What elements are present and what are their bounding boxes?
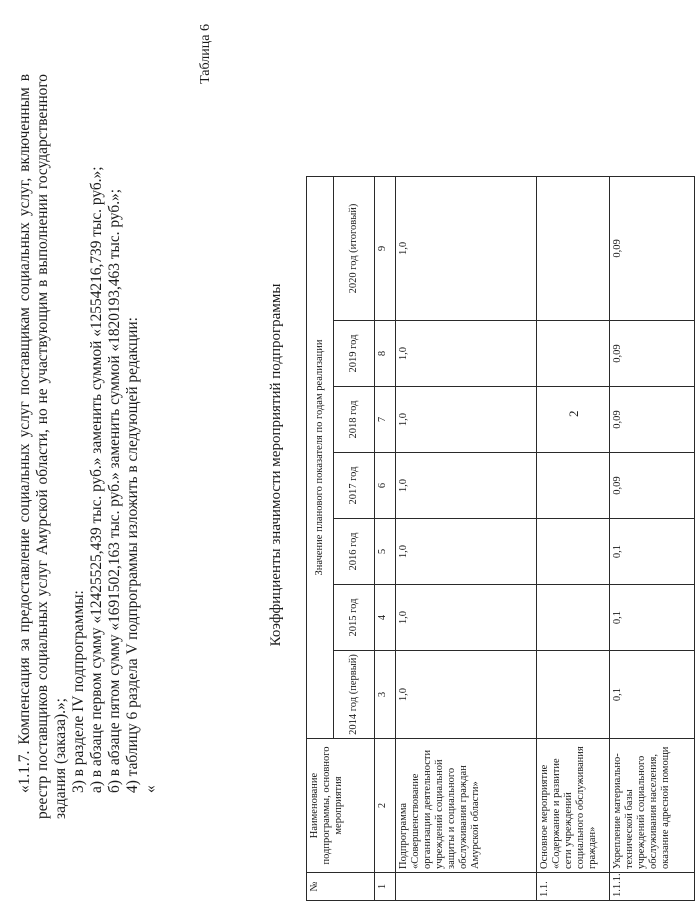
paragraph-abzac-1: а) в абзаце первом сумму «12425525,439 тыс. руб.» заменить суммой «12554216,739 тыс. руб.»;: [88, 166, 105, 793]
row-value-2019: 0,09: [610, 321, 695, 387]
header-year-2019: 2019 год: [334, 321, 375, 387]
opening-quote: «: [142, 785, 159, 793]
row-value-2018: 1,0: [396, 387, 537, 453]
row-value-2015: 0,1: [610, 585, 695, 651]
row-name: Укрепление материально-технической базы учреждений социального обслуживания населения, оказание адресной помощи: [610, 739, 695, 873]
row-no: [396, 873, 537, 901]
paragraph-abzac-5: б) в абзаце пятом сумму «1691502,163 тыс. руб.» заменить суммой «1820193,463 тыс. руб.»;: [106, 188, 123, 793]
table-row-1-1-1: [610, 176, 695, 900]
col-number-1: 1: [375, 873, 396, 901]
paragraph-table-6: 4) таблицу 6 раздела V подпрограммы изложить в следующей редакции:: [124, 317, 141, 793]
col-number-9: 9: [375, 176, 396, 320]
row-value-2016: 1,0: [396, 519, 537, 585]
table-title: Коэффициенты значимости мероприятий подпрограммы: [268, 283, 284, 647]
row-value-2017: [537, 453, 610, 519]
header-year-2014: 2014 год (первый): [334, 651, 375, 739]
row-value-2015: 1,0: [396, 585, 537, 651]
row-value-2019: 1,0: [396, 321, 537, 387]
row-value-2016: [537, 519, 610, 585]
table-row-1-1: [537, 176, 610, 900]
row-value-2015: [537, 585, 610, 651]
row-value-2020: [537, 176, 610, 320]
table-label: Таблица 6: [198, 24, 213, 84]
row-value-2014: [537, 651, 610, 739]
row-value-2018: 0,09: [610, 387, 695, 453]
row-value-2016: 0,1: [610, 519, 695, 585]
col-number-4: 4: [375, 585, 396, 651]
row-value-2018: [537, 387, 610, 453]
amendment-text: [16, 74, 160, 819]
header-group: Значение планового показателя по годам реализации: [307, 176, 334, 738]
column-number-row: [375, 176, 396, 900]
header-name: Наименование подпрограммы, основного мероприятия: [307, 739, 375, 873]
row-value-2014: 0,1: [610, 651, 695, 739]
row-value-2019: [537, 321, 610, 387]
table-row-subprogram: [396, 176, 537, 900]
header-row-1: [307, 176, 334, 900]
col-number-3: 3: [375, 651, 396, 739]
col-number-6: 6: [375, 453, 396, 519]
header-year-2017: 2017 год: [334, 453, 375, 519]
header-no: №: [307, 873, 375, 901]
row-value-2017: 0,09: [610, 453, 695, 519]
row-value-2014: 1,0: [396, 651, 537, 739]
row-name: Подпрограмма «Совершенствование организации деятельности учреждений социальной защиты и социального обслуживания граждан Амурской области»: [396, 739, 537, 873]
significance-table: [306, 176, 695, 901]
header-year-2016: 2016 год: [334, 519, 375, 585]
header-year-2018: 2018 год: [334, 387, 375, 453]
header-year-2015: 2015 год: [334, 585, 375, 651]
row-name: Основное мероприятие «Содержание и развитие сети учреждений социального обслуживания граждан»: [537, 739, 610, 873]
page-number: 2: [566, 410, 581, 417]
row-no: 1.1.1.: [610, 873, 695, 901]
row-no: 1.1.: [537, 873, 610, 901]
row-value-2020: 1,0: [396, 176, 537, 320]
col-number-2: 2: [375, 739, 396, 873]
col-number-5: 5: [375, 519, 396, 585]
col-number-7: 7: [375, 387, 396, 453]
row-value-2020: 0,09: [610, 176, 695, 320]
paragraph-section-iv: 3) в разделе IV подпрограммы:: [70, 590, 87, 793]
col-number-8: 8: [375, 321, 396, 387]
row-value-2017: 1,0: [396, 453, 537, 519]
paragraph-1-1-7: «1.1.7. Компенсация за предоставление социальных услуг поставщикам социальных услуг, включенным в реестр поставщиков социальных услуг Амурской области, но не участвующим в выполнении государственного задания (заказа).»;: [16, 74, 69, 819]
scan-edge-mark: [0, 868, 3, 905]
header-year-2020: 2020 год (итоговый): [334, 176, 375, 320]
